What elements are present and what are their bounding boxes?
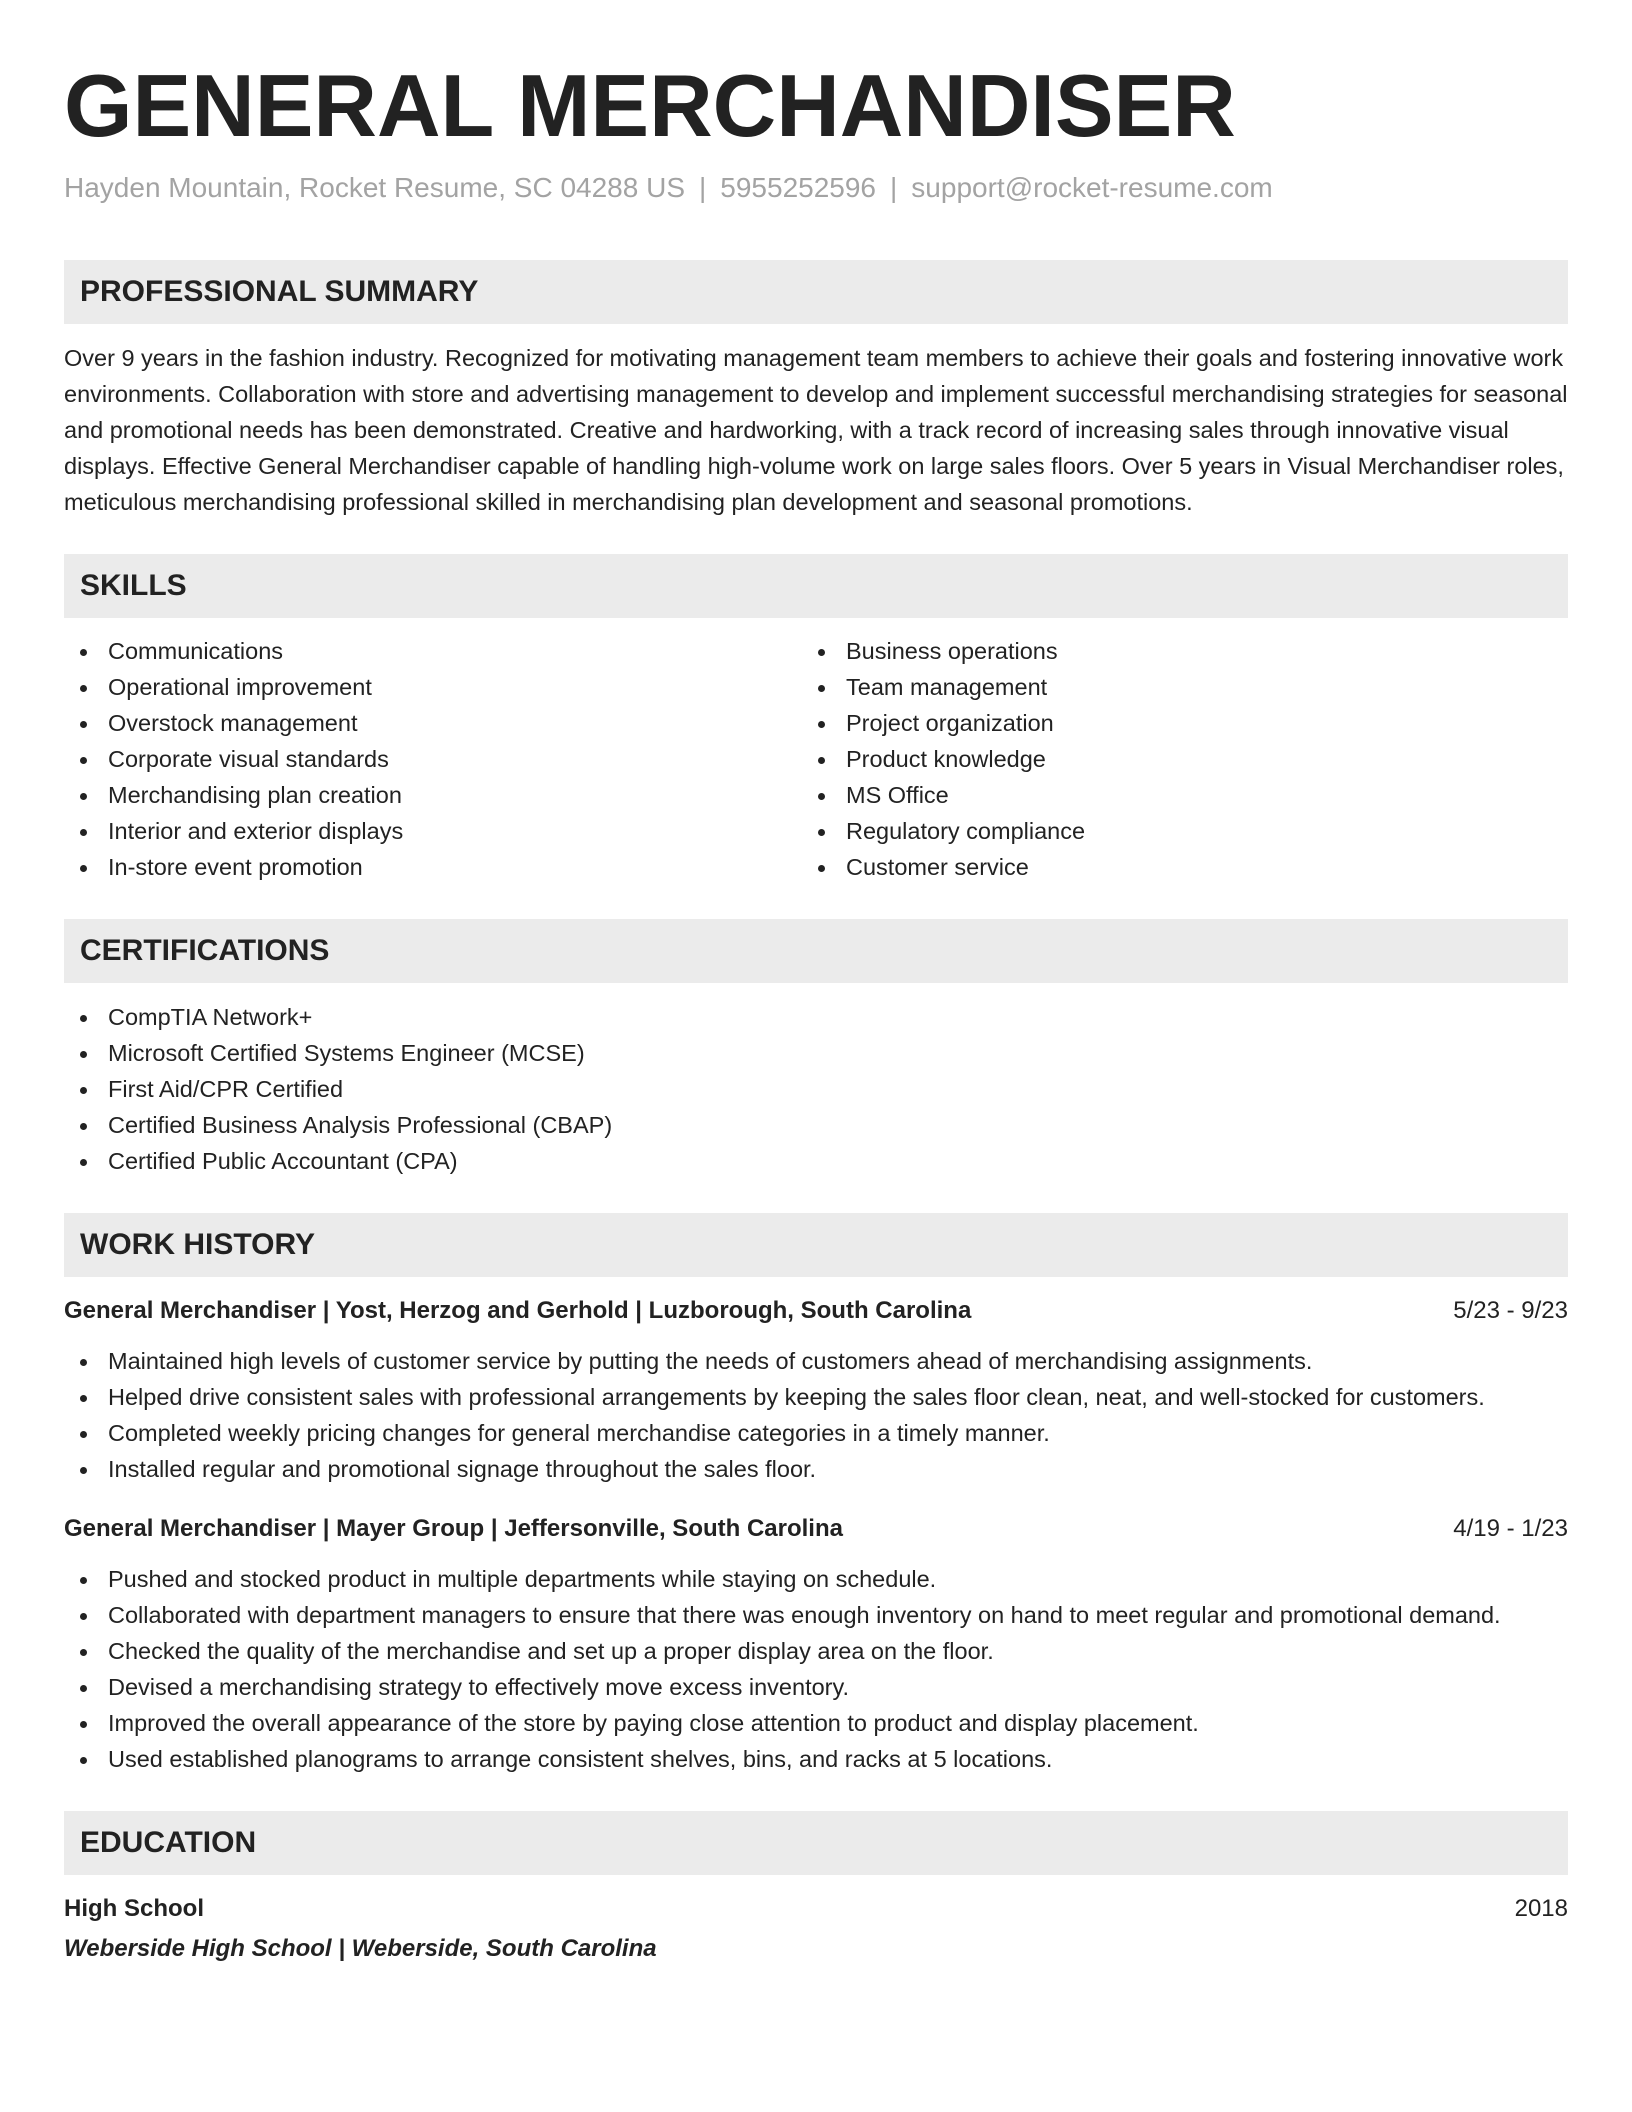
skill-item: Interior and exterior displays — [64, 813, 802, 849]
certification-item: First Aid/CPR Certified — [64, 1071, 1568, 1107]
skills-list-right — [802, 633, 1540, 885]
job-dates: 4/19 - 1/23 — [1453, 1515, 1568, 1542]
education-heading — [64, 1889, 1568, 1929]
skills-columns — [64, 633, 1568, 885]
section-header-education: EDUCATION — [64, 1811, 1568, 1875]
job-bullet: Maintained high levels of customer service by putting the needs of customers ahead of merchandising assignments. — [64, 1343, 1568, 1379]
section-header-work-history: WORK HISTORY — [64, 1213, 1568, 1277]
job-dates: 5/23 - 9/23 — [1453, 1297, 1568, 1324]
skills-column-left — [64, 633, 802, 885]
job-title: General Merchandiser | Yost, Herzog and Gerhold | Luzborough, South Carolina — [64, 1297, 972, 1324]
candidate-name: GENERAL MERCHANDISER — [64, 56, 1236, 155]
job-bullet: Checked the quality of the merchandise and set up a proper display area on the floor. — [64, 1633, 1568, 1669]
skill-item: Communications — [64, 633, 802, 669]
skill-item: Product knowledge — [802, 741, 1540, 777]
certification-item: Certified Public Accountant (CPA) — [64, 1143, 1568, 1179]
skill-item: Customer service — [802, 849, 1540, 885]
job-bullets — [64, 1561, 1568, 1777]
certification-item: Microsoft Certified Systems Engineer (MCSE) — [64, 1035, 1568, 1071]
certification-item: CompTIA Network+ — [64, 999, 1568, 1035]
skill-item: Business operations — [802, 633, 1540, 669]
contact-separator: | — [699, 172, 707, 203]
job-heading — [64, 1291, 1568, 1331]
skill-item: Team management — [802, 669, 1540, 705]
contact-phone: 5955252596 — [720, 172, 877, 203]
contact-line — [64, 168, 1568, 208]
skill-item: Project organization — [802, 705, 1540, 741]
contact-email: support@rocket-resume.com — [911, 172, 1273, 203]
skills-column-right — [802, 633, 1540, 885]
job-bullet: Installed regular and promotional signage throughout the sales floor. — [64, 1451, 1568, 1487]
job-bullet: Collaborated with department managers to ensure that there was enough inventory on hand to meet regular and promotional demand. — [64, 1597, 1568, 1633]
skill-item: MS Office — [802, 777, 1540, 813]
job-bullet: Pushed and stocked product in multiple departments while staying on schedule. — [64, 1561, 1568, 1597]
skill-item: Overstock management — [64, 705, 802, 741]
education-degree: High School — [64, 1895, 204, 1922]
skill-item: Merchandising plan creation — [64, 777, 802, 813]
skill-item: Regulatory compliance — [802, 813, 1540, 849]
contact-separator: | — [890, 172, 898, 203]
contact-address: Hayden Mountain, Rocket Resume, SC 04288 US — [64, 172, 685, 203]
job-heading — [64, 1509, 1568, 1549]
job-bullets — [64, 1343, 1568, 1487]
skill-item: In-store event promotion — [64, 849, 802, 885]
section-header-summary: PROFESSIONAL SUMMARY — [64, 260, 1568, 324]
job-bullet: Used established planograms to arrange consistent shelves, bins, and racks at 5 locations. — [64, 1741, 1568, 1777]
certification-item: Certified Business Analysis Professional (CBAP) — [64, 1107, 1568, 1143]
job-bullet: Devised a merchandising strategy to effectively move excess inventory. — [64, 1669, 1568, 1705]
skill-item: Corporate visual standards — [64, 741, 802, 777]
section-header-certifications: CERTIFICATIONS — [64, 919, 1568, 983]
job-bullet: Completed weekly pricing changes for general merchandise categories in a timely manner. — [64, 1415, 1568, 1451]
certifications-list — [64, 999, 1568, 1179]
summary-text: Over 9 years in the fashion industry. Recognized for motivating management team members to achieve their goals and fostering innovative work environments. Collaboration with store and advertising management to develop and implement successful merchandising strategies for seasonal and promotional needs has been demonstrated. Creative and hardworking, with a track record of increasing sales through innovative visual displays. Effective General Merchandiser capable of handling high-volume work on large sales floors. Over 5 years in Visual Merchandiser roles, meticulous merchandising professional skilled in merchandising plan development and seasonal promotions. — [64, 345, 1568, 515]
job-title: General Merchandiser | Mayer Group | Jeffersonville, South Carolina — [64, 1515, 843, 1542]
skill-item: Operational improvement — [64, 669, 802, 705]
education-school: Weberside High School | Weberside, South Carolina — [64, 1935, 657, 1962]
job-bullet: Helped drive consistent sales with professional arrangements by keeping the sales floor clean, neat, and well-stocked for customers. — [64, 1379, 1568, 1415]
job-bullet: Improved the overall appearance of the store by paying close attention to product and display placement. — [64, 1705, 1568, 1741]
section-header-skills: SKILLS — [64, 554, 1568, 618]
education-year: 2018 — [1514, 1895, 1568, 1922]
skills-list-left — [64, 633, 802, 885]
